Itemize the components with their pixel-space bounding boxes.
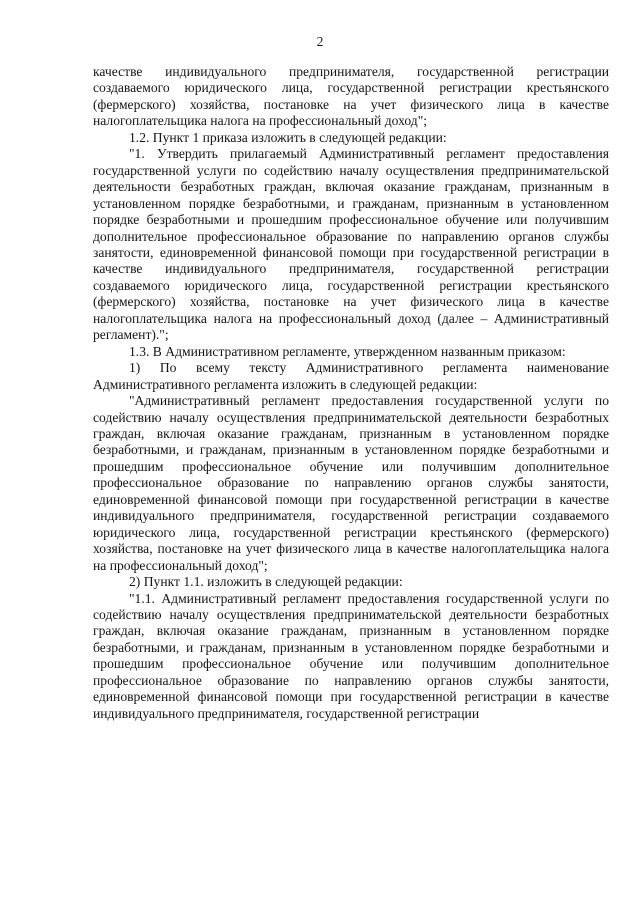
paragraph-regulation-title: "Административный регламент предоставления государственной услуги по содействию началу осуществления предпринимательской деятельности безработных граждан, включая оказание гражданам, признанным в установленном порядке безработными, и гражданам, признанным в установленном порядке безработными и прошедшим профессиональное обучение или получившим дополнительное профессиональное образование по направлению органов службы занятости, единовременной финансовой помощи при государственной регистрации в качестве индивидуального предпринимателя, государственной регистрации создаваемого юридического лица, государственной регистрации крестьянского (фермерского) хозяйства, постановке на учет физического лица в качестве налогоплательщика налога на профессиональный доход"; [93, 393, 609, 573]
page-number: 2 [316, 34, 324, 49]
paragraph-subitem-2: 2) Пункт 1.1. изложить в следующей редакции: [129, 574, 403, 590]
paragraph-item-1-1: "1.1. Административный регламент предоставления государственной услуги по содействию началу осуществления предпринимательской деятельности безработных граждан, включая оказание гражданам, признанным в установленном порядке безработными, и гражданам, признанным в установленном порядке безработными и прошедшим профессиональное обучение или получившим дополнительное профессиональное образование по направлению органов службы занятости, единовременной финансовой помощи при государственной регистрации в качестве индивидуального предпринимателя, государственной регистрации [93, 590, 609, 721]
document-body [93, 64, 609, 722]
paragraph-item-1-3: 1.3. В Административном регламенте, утвержденном названным приказом: [129, 343, 566, 359]
paragraph-continuation: качестве индивидуального предпринимателя, государственной регистрации создаваемого юридического лица, государственной регистрации крестьянского (фермерского) хозяйства, постановке на учет физического лица в качестве налогоплательщика налога на профессиональный доход"; [93, 64, 609, 129]
paragraph-item-1-2: 1.2. Пункт 1 приказа изложить в следующей редакции: [129, 129, 447, 145]
paragraph-subitem-1: 1) По всему тексту Административного регламента наименование Административного регламента изложить в следующей редакции: [93, 360, 609, 392]
paragraph-quote-1: "1. Утвердить прилагаемый Административный регламент предоставления государственной услуги по содействию началу осуществления предпринимательской деятельности безработных граждан, включая оказание гражданам, признанным в установленном порядке безработными, и гражданам, признанным в установленном порядке безработными и прошедшим профессиональное обучение или получившим дополнительное профессиональное образование по направлению органов службы занятости, единовременной финансовой помощи при государственной регистрации в качестве индивидуального предпринимателя, государственной регистрации создаваемого юридического лица, государственной регистрации крестьянского (фермерского) хозяйства, постановке на учет физического лица в качестве налогоплательщика налога на профессиональный доход (далее – Административный регламент)."; [93, 146, 609, 343]
